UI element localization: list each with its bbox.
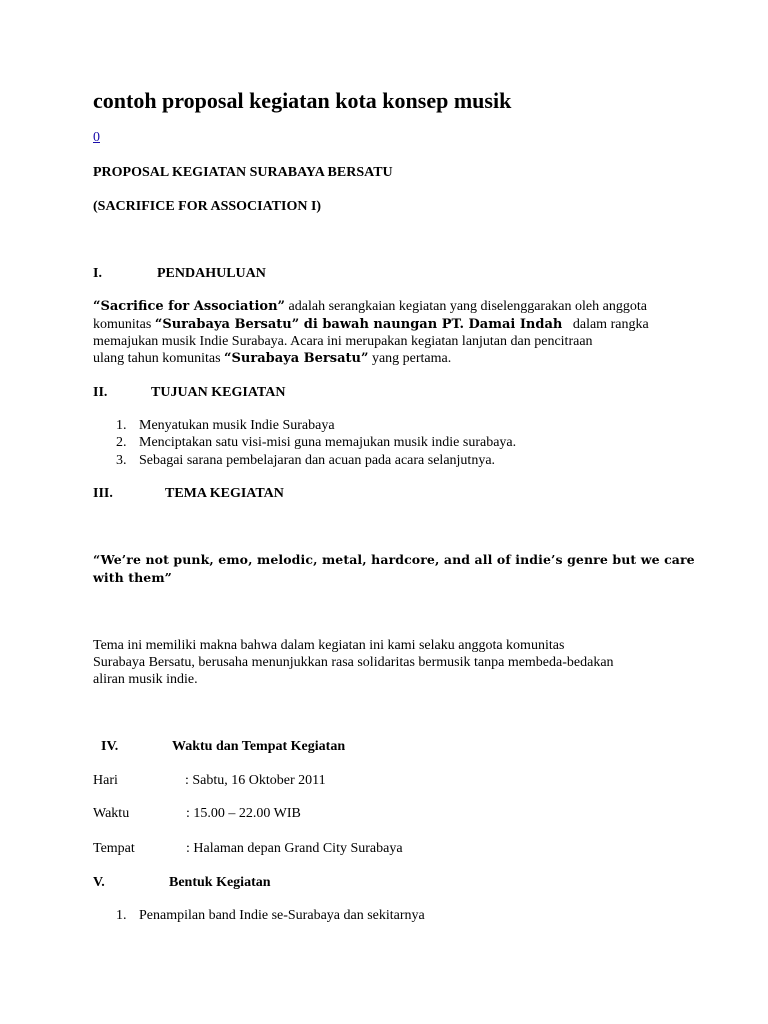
section-5-heading: Bentuk Kegiatan [169,875,271,890]
info-value-time: : 15.00 – 22.00 WIB [186,806,301,821]
quote-open: “ [93,299,101,314]
section-5-number: V. [93,875,105,890]
info-label-place: Tempat [93,841,135,856]
comment-count-link[interactable]: 0 [93,130,100,145]
list-item: Penampilan band Indie se-Surabaya dan sekitarnya [139,908,425,923]
list-item: Menciptakan satu visi-misi guna memajukan musik indie surabaya. [139,435,517,450]
community-name: “Surabaya Bersatu” di bawah naungan PT. Damai Indah [154,317,563,332]
list-item-number: 1. [116,418,127,433]
info-value-place: : Halaman depan Grand City Surabaya [186,841,403,856]
quote-close: ” [277,299,286,314]
intro-line-2 [93,316,649,333]
page-title: contoh proposal kegiatan kota konsep musik [93,88,512,113]
section-3-heading: TEMA KEGIATAN [165,486,284,501]
intro-text: dalam rangka [562,317,649,332]
community-name: “Surabaya Bersatu” [224,351,369,366]
event-name: Sacrifice for Association [100,299,278,314]
theme-quote-line-2: with them” [93,570,172,585]
section-4-heading: Waktu dan Tempat Kegiatan [172,739,346,754]
section-1-heading: PENDAHULUAN [157,266,266,281]
list-item-number: 2. [116,435,127,450]
intro-text: komunitas [93,317,155,332]
theme-paragraph-line-2: Surabaya Bersatu, berusaha menunjukkan rasa solidaritas bermusik tanpa membeda-bedakan [93,655,614,670]
theme-quote-line-1: “We’re not punk, emo, melodic, metal, hardcore, and all of indie’s genre but we care [93,552,695,567]
intro-text: ulang tahun komunitas [93,351,225,366]
list-item-number: 1. [116,908,127,923]
info-value-day: : Sabtu, 16 Oktober 2011 [185,773,326,788]
theme-paragraph-line-1: Tema ini memiliki makna bahwa dalam kegiatan ini kami selaku anggota komunitas [93,638,565,653]
section-2-heading: TUJUAN KEGIATAN [151,385,286,400]
intro-line-3: memajukan musik Indie Surabaya. Acara ini merupakan kegiatan lanjutan dan pencitraan [93,334,593,349]
list-item-number: 3. [116,453,127,468]
info-label-time: Waktu [93,806,130,821]
intro-text: adalah serangkaian kegiatan yang diselenggarakan oleh anggota [285,299,647,314]
intro-line-1 [93,298,647,315]
intro-text: yang pertama. [368,351,452,366]
list-item: Sebagai sarana pembelajaran dan acuan pada acara selanjutnya. [139,453,496,468]
proposal-subtitle: (SACRIFICE FOR ASSOCIATION I) [93,199,322,214]
section-3-number: III. [93,486,113,501]
proposal-title: PROPOSAL KEGIATAN SURABAYA BERSATU [93,165,393,180]
section-2-number: II. [93,385,108,400]
intro-line-4 [93,350,451,367]
section-1-number: I. [93,266,102,281]
section-4-number: IV. [101,739,119,754]
list-item: Menyatukan musik Indie Surabaya [139,418,335,433]
theme-paragraph-line-3: aliran musik indie. [93,672,198,687]
info-label-day: Hari [93,773,118,788]
